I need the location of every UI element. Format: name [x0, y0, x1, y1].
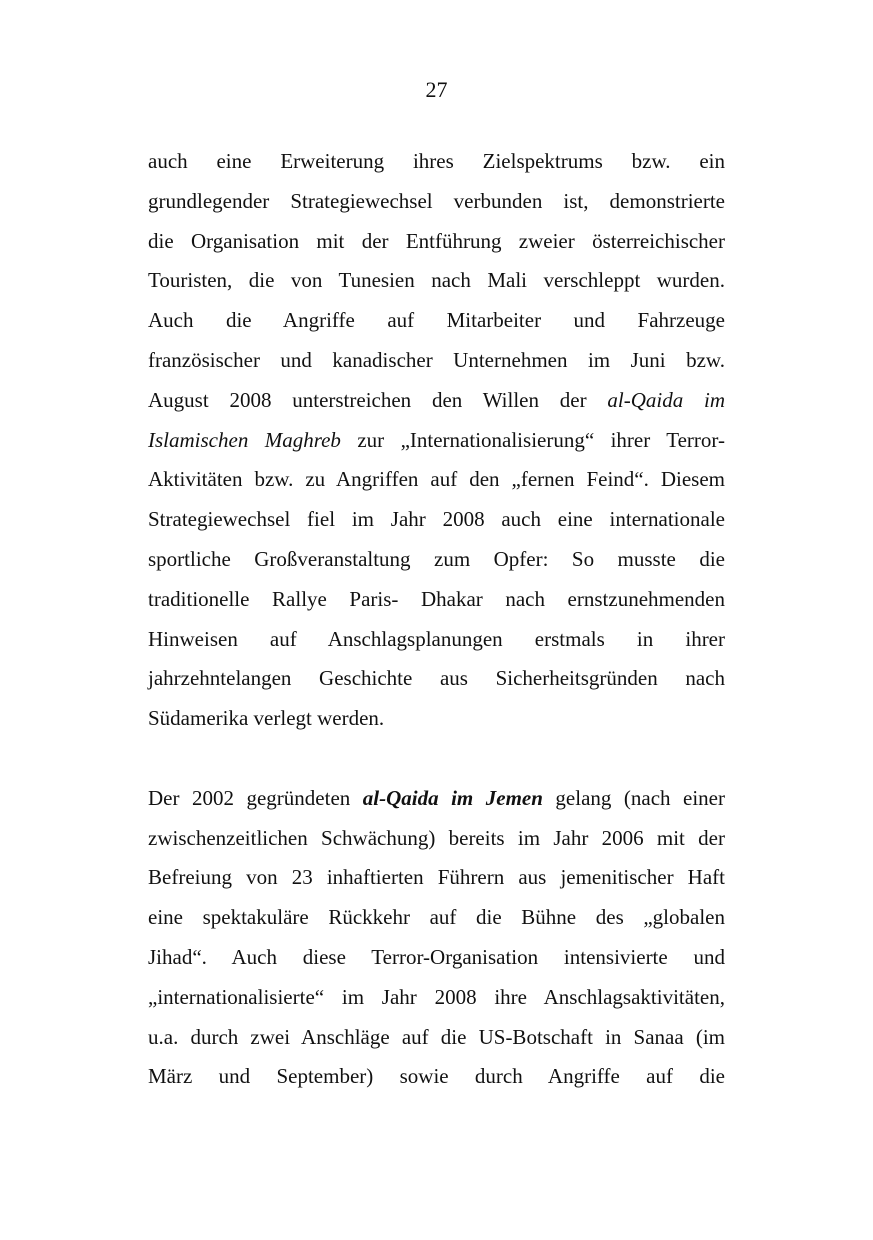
- paragraph-line: [148, 779, 725, 819]
- paragraph-line: Südamerika verlegt werden.: [148, 706, 385, 731]
- paragraph-line: die Organisation mit der Entführung zweier österreichischer: [148, 228, 725, 253]
- line-text: zur „Internationalisierung“ ihrer Terror-: [340, 427, 725, 452]
- organization-name-italic: al-Qaida im: [607, 387, 726, 412]
- paragraph-line: Auch die Angriffe auf Mitarbeiter und Fahrzeuge: [148, 308, 725, 333]
- paragraph-line: [148, 381, 725, 421]
- paragraph-line: Strategiewechsel fiel im Jahr 2008 auch eine internationale: [148, 507, 725, 532]
- paragraph-line: u.a. durch zwei Anschläge auf die US-Botschaft in Sanaa (im: [148, 1024, 725, 1049]
- paragraph-line: zwischenzeitlichen Schwächung) bereits im Jahr 2006 mit der: [148, 825, 725, 850]
- line-text: Der 2002 gegründeten: [148, 785, 363, 810]
- body-text: [148, 142, 725, 1097]
- paragraph-line: auch eine Erweiterung ihres Zielspektrums bzw. ein: [148, 149, 725, 173]
- paragraph-line: Aktivitäten bzw. zu Angriffen auf den „fernen Feind“. Diesem: [148, 467, 725, 492]
- paragraph-line: Befreiung von 23 inhaftierten Führern aus jemenitischer Haft: [148, 865, 725, 890]
- organization-name-italic: Islamischen Maghreb: [148, 427, 341, 452]
- organization-name-bold-italic: al-Qaida im Jemen: [362, 785, 543, 810]
- paragraph-1: [148, 142, 725, 739]
- paragraph-line: Jihad“. Auch diese Terror-Organisation intensivierte und: [148, 944, 725, 969]
- line-text: August 2008 unterstreichen den Willen der: [148, 387, 608, 412]
- paragraph-line: eine spektakuläre Rückkehr auf die Bühne des „globalen: [148, 905, 725, 930]
- paragraph-line: Hinweisen auf Anschlagsplanungen erstmals in ihrer: [148, 626, 725, 651]
- page-number: 27: [425, 77, 448, 102]
- paragraph-gap: [148, 739, 725, 779]
- paragraph-line: März und September) sowie durch Angriffe auf die: [148, 1064, 725, 1089]
- paragraph-line: [148, 421, 725, 461]
- paragraph-line: „internationalisierte“ im Jahr 2008 ihre Anschlagsaktivitäten,: [148, 984, 725, 1009]
- paragraph-line: Touristen, die von Tunesien nach Mali verschleppt wurden.: [148, 268, 725, 293]
- paragraph-line: jahrzehntelangen Geschichte aus Sicherheitsgründen nach: [148, 666, 725, 691]
- paragraph-line: sportliche Großveranstaltung zum Opfer: So musste die: [148, 546, 725, 571]
- line-text: gelang (nach einer: [542, 785, 725, 810]
- paragraph-2: [148, 779, 725, 1097]
- paragraph-line: traditionelle Rallye Paris- Dhakar nach ernstzunehmenden: [148, 586, 725, 611]
- paragraph-line: grundlegender Strategiewechsel verbunden ist, demonstrierte: [148, 188, 725, 213]
- paragraph-line: französischer und kanadischer Unternehmen im Juni bzw.: [148, 347, 725, 372]
